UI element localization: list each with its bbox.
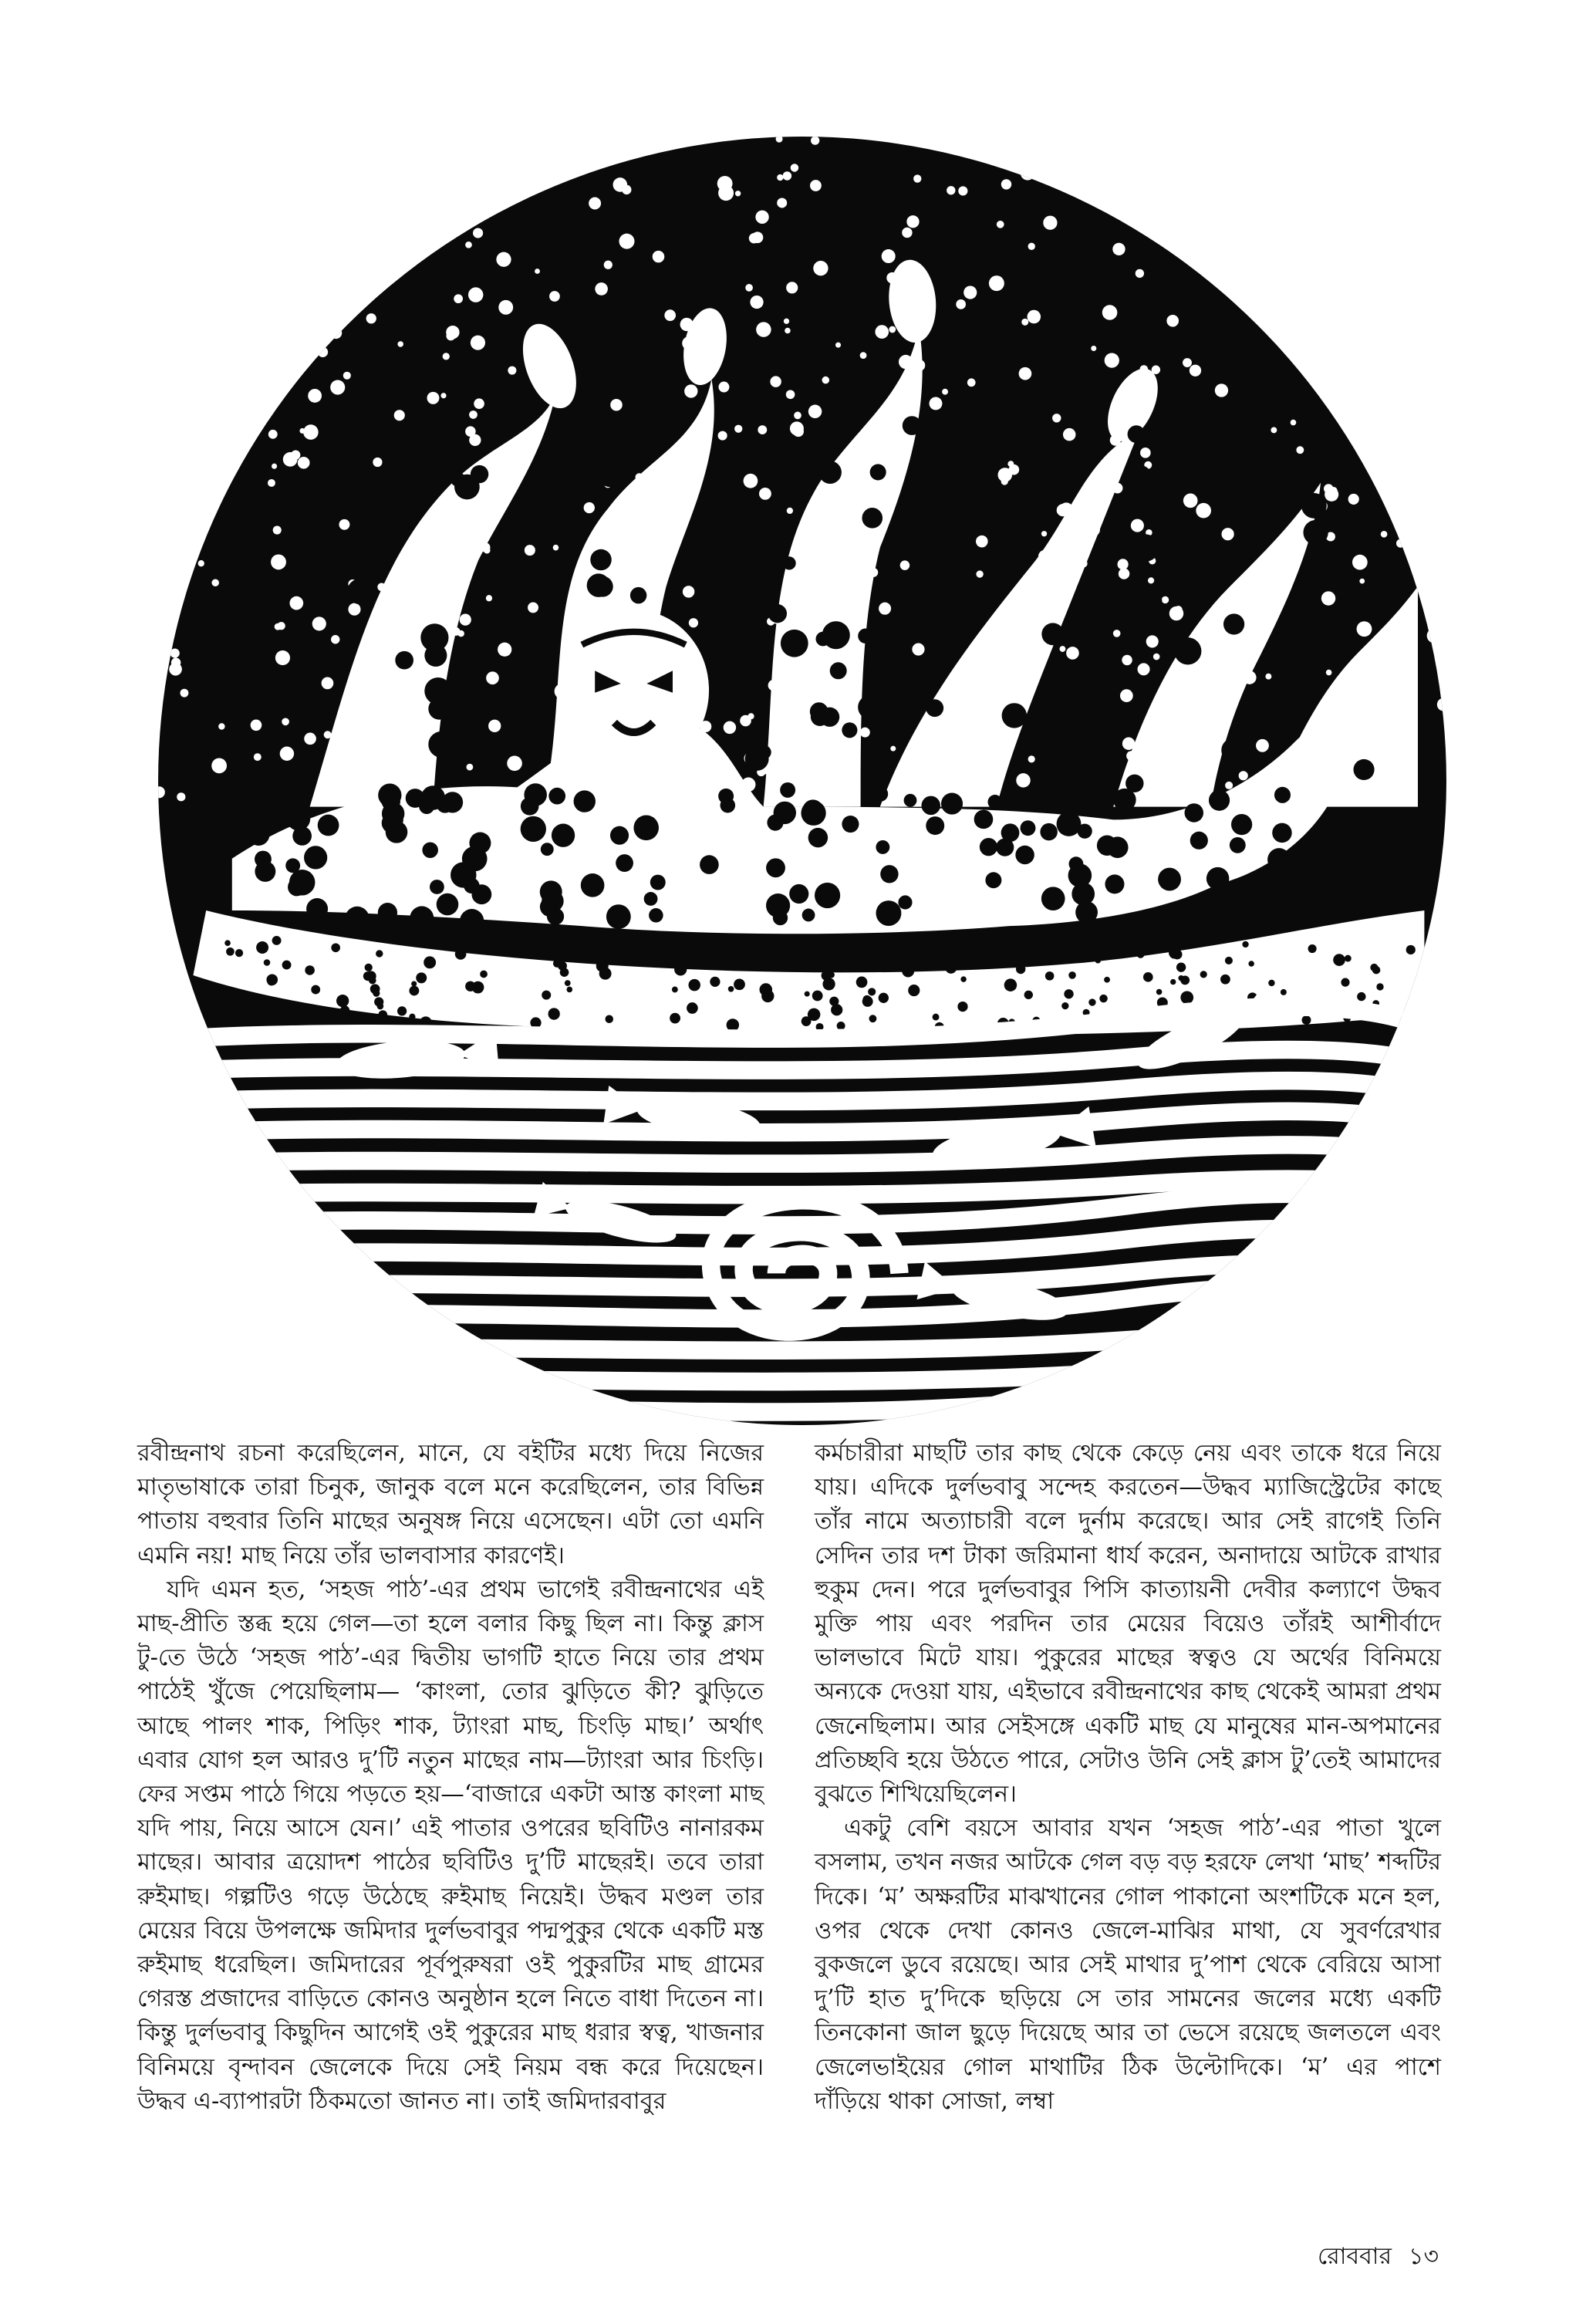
leopard-fish-illustration [154,133,1450,1429]
paragraph: কর্মচারীরা মাছটি তার কাছ থেকে কেড়ে নেয় এবং তাকে ধরে নিয়ে যায়। এদিকে দুর্লভবাবু সন্দেহ করতেন—উদ্ধব ম্যাজিস্ট্রেটের কাছে তাঁর নামে অত্যাচারী বলে দুর্নাম করেছে। আর সেই রাগেই তিনি সেদিন তার দশ টাকা জরিমানা ধার্য করেন, অনাদায়ে আটকে রাখার হুকুম দেন। পরে দুর্লভবাবুর পিসি কাত্যায়নী দেবীর কল্যাণে উদ্ধব মুক্তি পায় এবং পরদিন তার মেয়ের বিয়েও তাঁরই আশীর্বাদে ভালভাবে মিটে যায়। পুকুরের মাছের স্বত্বও যে অর্থের বিনিময়ে অন্যকে দেওয়া যায়, এইভাবে রবীন্দ্রনাথের কাছ থেকেই আমরা প্রথম জেনেছিলাম। আর সেইসঙ্গে একটি মাছ যে মানুষের মান-অপমানের প্রতিচ্ছবি হয়ে উঠতে পারে, সেটাও উনি সেই ক্লাস টু’তেই আমাদের বুঝতে শিখিয়েছিলেন। [815,1440,1441,1809]
left-column [137,1437,764,2224]
page-number: ১৩ [1409,2243,1439,2270]
right-column [815,1437,1441,2224]
paragraph: একটু বেশি বয়সে আবার যখন ‘সহজ পাঠ’-এর পাতা খুলে বসলাম, তখন নজর আটকে গেল বড় বড় হরফে লেখা ‘মাছ’ শব্দটির দিকে। ‘ম’ অক্ষরটির মাঝখানের গোল পাকানো অংশটিকে মনে হল, ওপর থেকে দেখা কোনও জেলে-মাঝির মাথা, যে সুবর্ণরেখার বুকজলে ডুবে রয়েছে। আর সেই মাথার দু’পাশ থেকে বেরিয়ে আসা দু’টি হাত দু’দিকে ছড়িয়ে সে তার সামনের জলের মধ্যে একটি তিনকোনা জাল ছুড়ে দিয়েছে আর তা ভেসে রয়েছে জলতলে এবং জেলেভাইয়ের গোল মাথাটির ঠিক উল্টোদিকে। ‘ম’ এর পাশে দাঁড়িয়ে থাকা সোজা, লম্বা [815,1815,1441,2115]
paragraph: যদি এমন হত, ‘সহজ পাঠ’-এর প্রথম ভাগেই রবীন্দ্রনাথের এই মাছ-প্রীতি স্তব্ধ হয়ে গেল—তা হলে বলার কিছু ছিল না। কিন্তু ক্লাস টু-তে উঠে ‘সহজ পাঠ’-এর দ্বিতীয় ভাগটি হাতে নিয়ে তার প্রথম পাঠেই খুঁজে পেয়েছিলাম— ‘কাংলা, তোর ঝুড়িতে কী? ঝুড়িতে আছে পালং শাক, পিড়িং শাক, ট্যাংরা মাছ, চিংড়ি মাছ।’ অর্থাৎ এবার যোগ হল আরও দু’টি নতুন মাছের নাম—ট্যাংরা আর চিংড়ি। ফের সপ্তম পাঠে গিয়ে পড়তে হয়—‘বাজারে একটা আস্ত কাংলা মাছ যদি পায়, নিয়ে আসে যেন।’ এই পাতার ওপরের ছবিটিও নানারকম মাছের। আবার ত্রয়োদশ পাঠের ছবিটিও দু’টি মাছেরই। তবে তারা রুইমাছ। গল্পটিও গড়ে উঠেছে রুইমাছ নিয়েই। উদ্ধব মণ্ডল তার মেয়ের বিয়ে উপলক্ষে জমিদার দুর্লভবাবুর পদ্মপুকুর থেকে একটি মস্ত রুইমাছ ধরেছিল। জমিদারের পূর্বপুরুষরা ওই পুকুরটির মাছ গ্রামের গেরস্ত প্রজাদের বাড়িতে কোনও অনুষ্ঠান হলে নিতে বাধা দিতেন না। কিন্তু দুর্লভবাবু কিছুদিন আগেই ওই পুকুরের মাছ ধরার স্বত্ব, খাজনার বিনিময়ে বৃন্দাবন জেলেকে দিয়ে সেই নিয়ম বন্ধ করে দিয়েছেন। উদ্ধব এ-ব্যাপারটা ঠিকমতো জানত না। তাই জমিদারবাবুর [137,1576,764,2115]
article-body [137,1437,1441,2224]
paragraph: রবীন্দ্রনাথ রচনা করেছিলেন, মানে, যে বইটির মধ্যে দিয়ে নিজের মাতৃভাষাকে তারা চিনুক, জানুক বলে মনে করেছিলেন, তার বিভিন্ন পাতায় বহুবার তিনি মাছের অনুষঙ্গ নিয়ে এসেছেন। এটা তো এমনি এমনি নয়! মাছ নিয়ে তাঁর ভালবাসার কারণেই। [137,1440,764,1569]
magazine-name: রোববার [1318,2243,1392,2270]
page-footer [1318,2238,1439,2277]
